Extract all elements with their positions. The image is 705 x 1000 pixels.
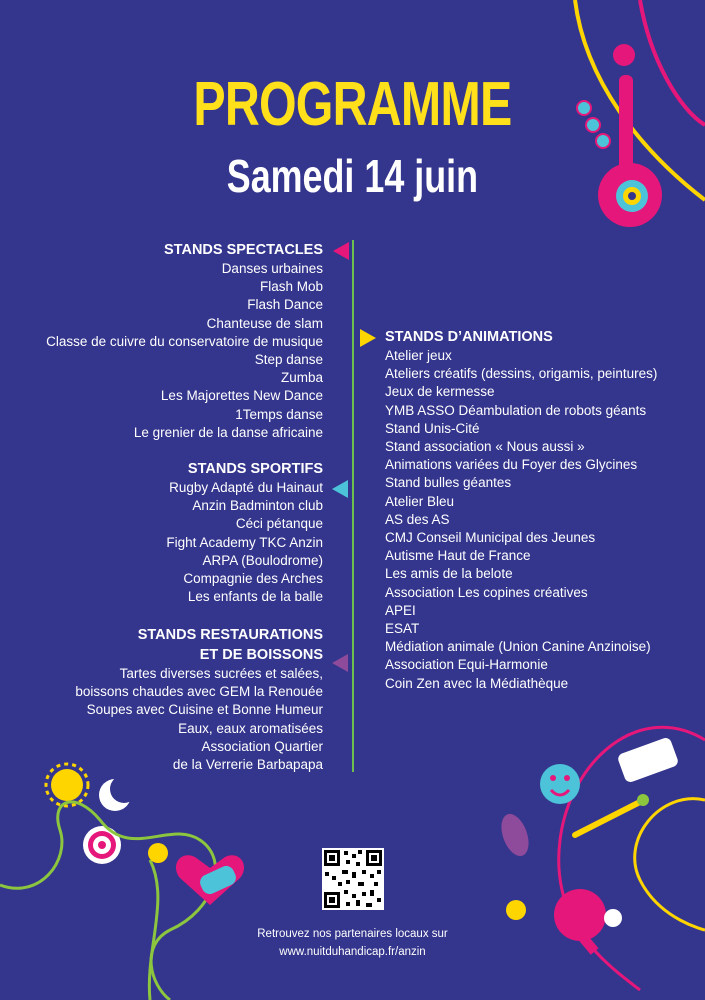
section-sportifs [166, 459, 323, 606]
mask-icon [496, 810, 534, 860]
marker-spectacles-icon [333, 242, 349, 260]
section-heading: STANDS D’ANIMATIONS [385, 329, 553, 345]
list-item: Médiation animale (Union Canine Anzinoise) [385, 639, 651, 655]
section-heading: ET DE BOISSONS [199, 647, 323, 663]
list-item: Association Les copines créatives [385, 584, 588, 600]
event-date: Samedi 14 juin [226, 150, 479, 202]
list-item: Compagnie des Arches [183, 571, 323, 587]
list-item: 1Temps danse [235, 406, 323, 422]
list-item: Step danse [254, 352, 323, 368]
list-item: Le grenier de la danse africaine [133, 424, 323, 440]
list-item: Association Quartier [201, 738, 323, 754]
list-item: Atelier Bleu [385, 493, 455, 509]
target-icon [83, 826, 121, 864]
list-item: Classe de cuivre du conservatoire de musique [46, 333, 323, 349]
paintbrush-icon [575, 794, 649, 835]
list-item: Soupes avec Cuisine et Bonne Humeur [86, 702, 323, 718]
face-icon [540, 764, 580, 804]
list-item: AS des AS [385, 511, 450, 527]
moon-icon [99, 775, 138, 811]
list-item: boissons chaudes avec GEM la Renouée [75, 684, 323, 700]
marker-restaurations-icon [332, 654, 348, 672]
list-item: Coin Zen avec la Médiathèque [385, 675, 569, 691]
list-item: Les Majorettes New Dance [160, 388, 323, 404]
footer [0, 925, 705, 961]
qr-code[interactable] [322, 848, 384, 910]
section-spectacles [46, 240, 323, 442]
page-title: PROGRAMME [193, 70, 512, 139]
list-item: Anzin Badminton club [192, 498, 323, 514]
section-heading: STANDS SPORTIFS [187, 461, 323, 477]
list-item: YMB ASSO Déambulation de robots géants [385, 402, 647, 418]
list-item: Les enfants de la balle [187, 589, 323, 605]
list-item: ESAT [385, 621, 420, 637]
list-item: ARPA (Boulodrome) [202, 552, 323, 568]
list-item: Flash Dance [247, 297, 323, 313]
list-item: Rugby Adapté du Hainaut [169, 480, 323, 495]
marker-animations-icon [360, 329, 376, 347]
list-item: Chanteuse de slam [206, 315, 323, 331]
list-item: Animations variées du Foyer des Glycines [385, 457, 638, 473]
list-item: de la Verrerie Barbapapa [172, 757, 323, 773]
divider-line [352, 240, 354, 772]
list-item: Céci pétanque [235, 516, 323, 532]
list-item: Autisme Haut de France [385, 548, 531, 564]
list-item: Atelier jeux [385, 348, 452, 363]
list-item: CMJ Conseil Municipal des Jeunes [385, 530, 596, 546]
section-animations [385, 327, 657, 693]
list-item: Fight Academy TKC Anzin [166, 534, 323, 550]
footer-text: Retrouvez nos partenaires locaux sur [257, 928, 448, 940]
list-item: Tartes diverses sucrées et salées, [119, 666, 323, 681]
marker-sportifs-icon [332, 480, 348, 498]
piano-icon [617, 736, 680, 783]
list-item: APEI [385, 602, 416, 618]
list-item: Association Equi-Harmonie [385, 657, 548, 673]
section-heading: STANDS SPECTACLES [164, 242, 323, 258]
section-heading: STANDS RESTAURATIONS [137, 627, 323, 643]
list-item: Danses urbaines [221, 261, 323, 276]
list-item: Ateliers créatifs (dessins, origamis, peintures) [385, 366, 658, 382]
list-item: Jeux de kermesse [385, 384, 495, 400]
list-item: Stand bulles géantes [385, 475, 512, 491]
section-restaurations [75, 625, 323, 774]
list-item: Les amis de la belote [385, 566, 513, 582]
list-item: Flash Mob [259, 279, 323, 295]
handshake-icon [176, 855, 244, 905]
list-item: Eaux, eaux aromatisées [178, 720, 323, 736]
footer-link[interactable]: www.nuitduhandicap.fr/anzin [279, 946, 426, 958]
list-item: Stand Unis-Cité [385, 420, 480, 436]
list-item: Zumba [280, 370, 323, 386]
list-item: Stand association « Nous aussi » [385, 439, 585, 455]
